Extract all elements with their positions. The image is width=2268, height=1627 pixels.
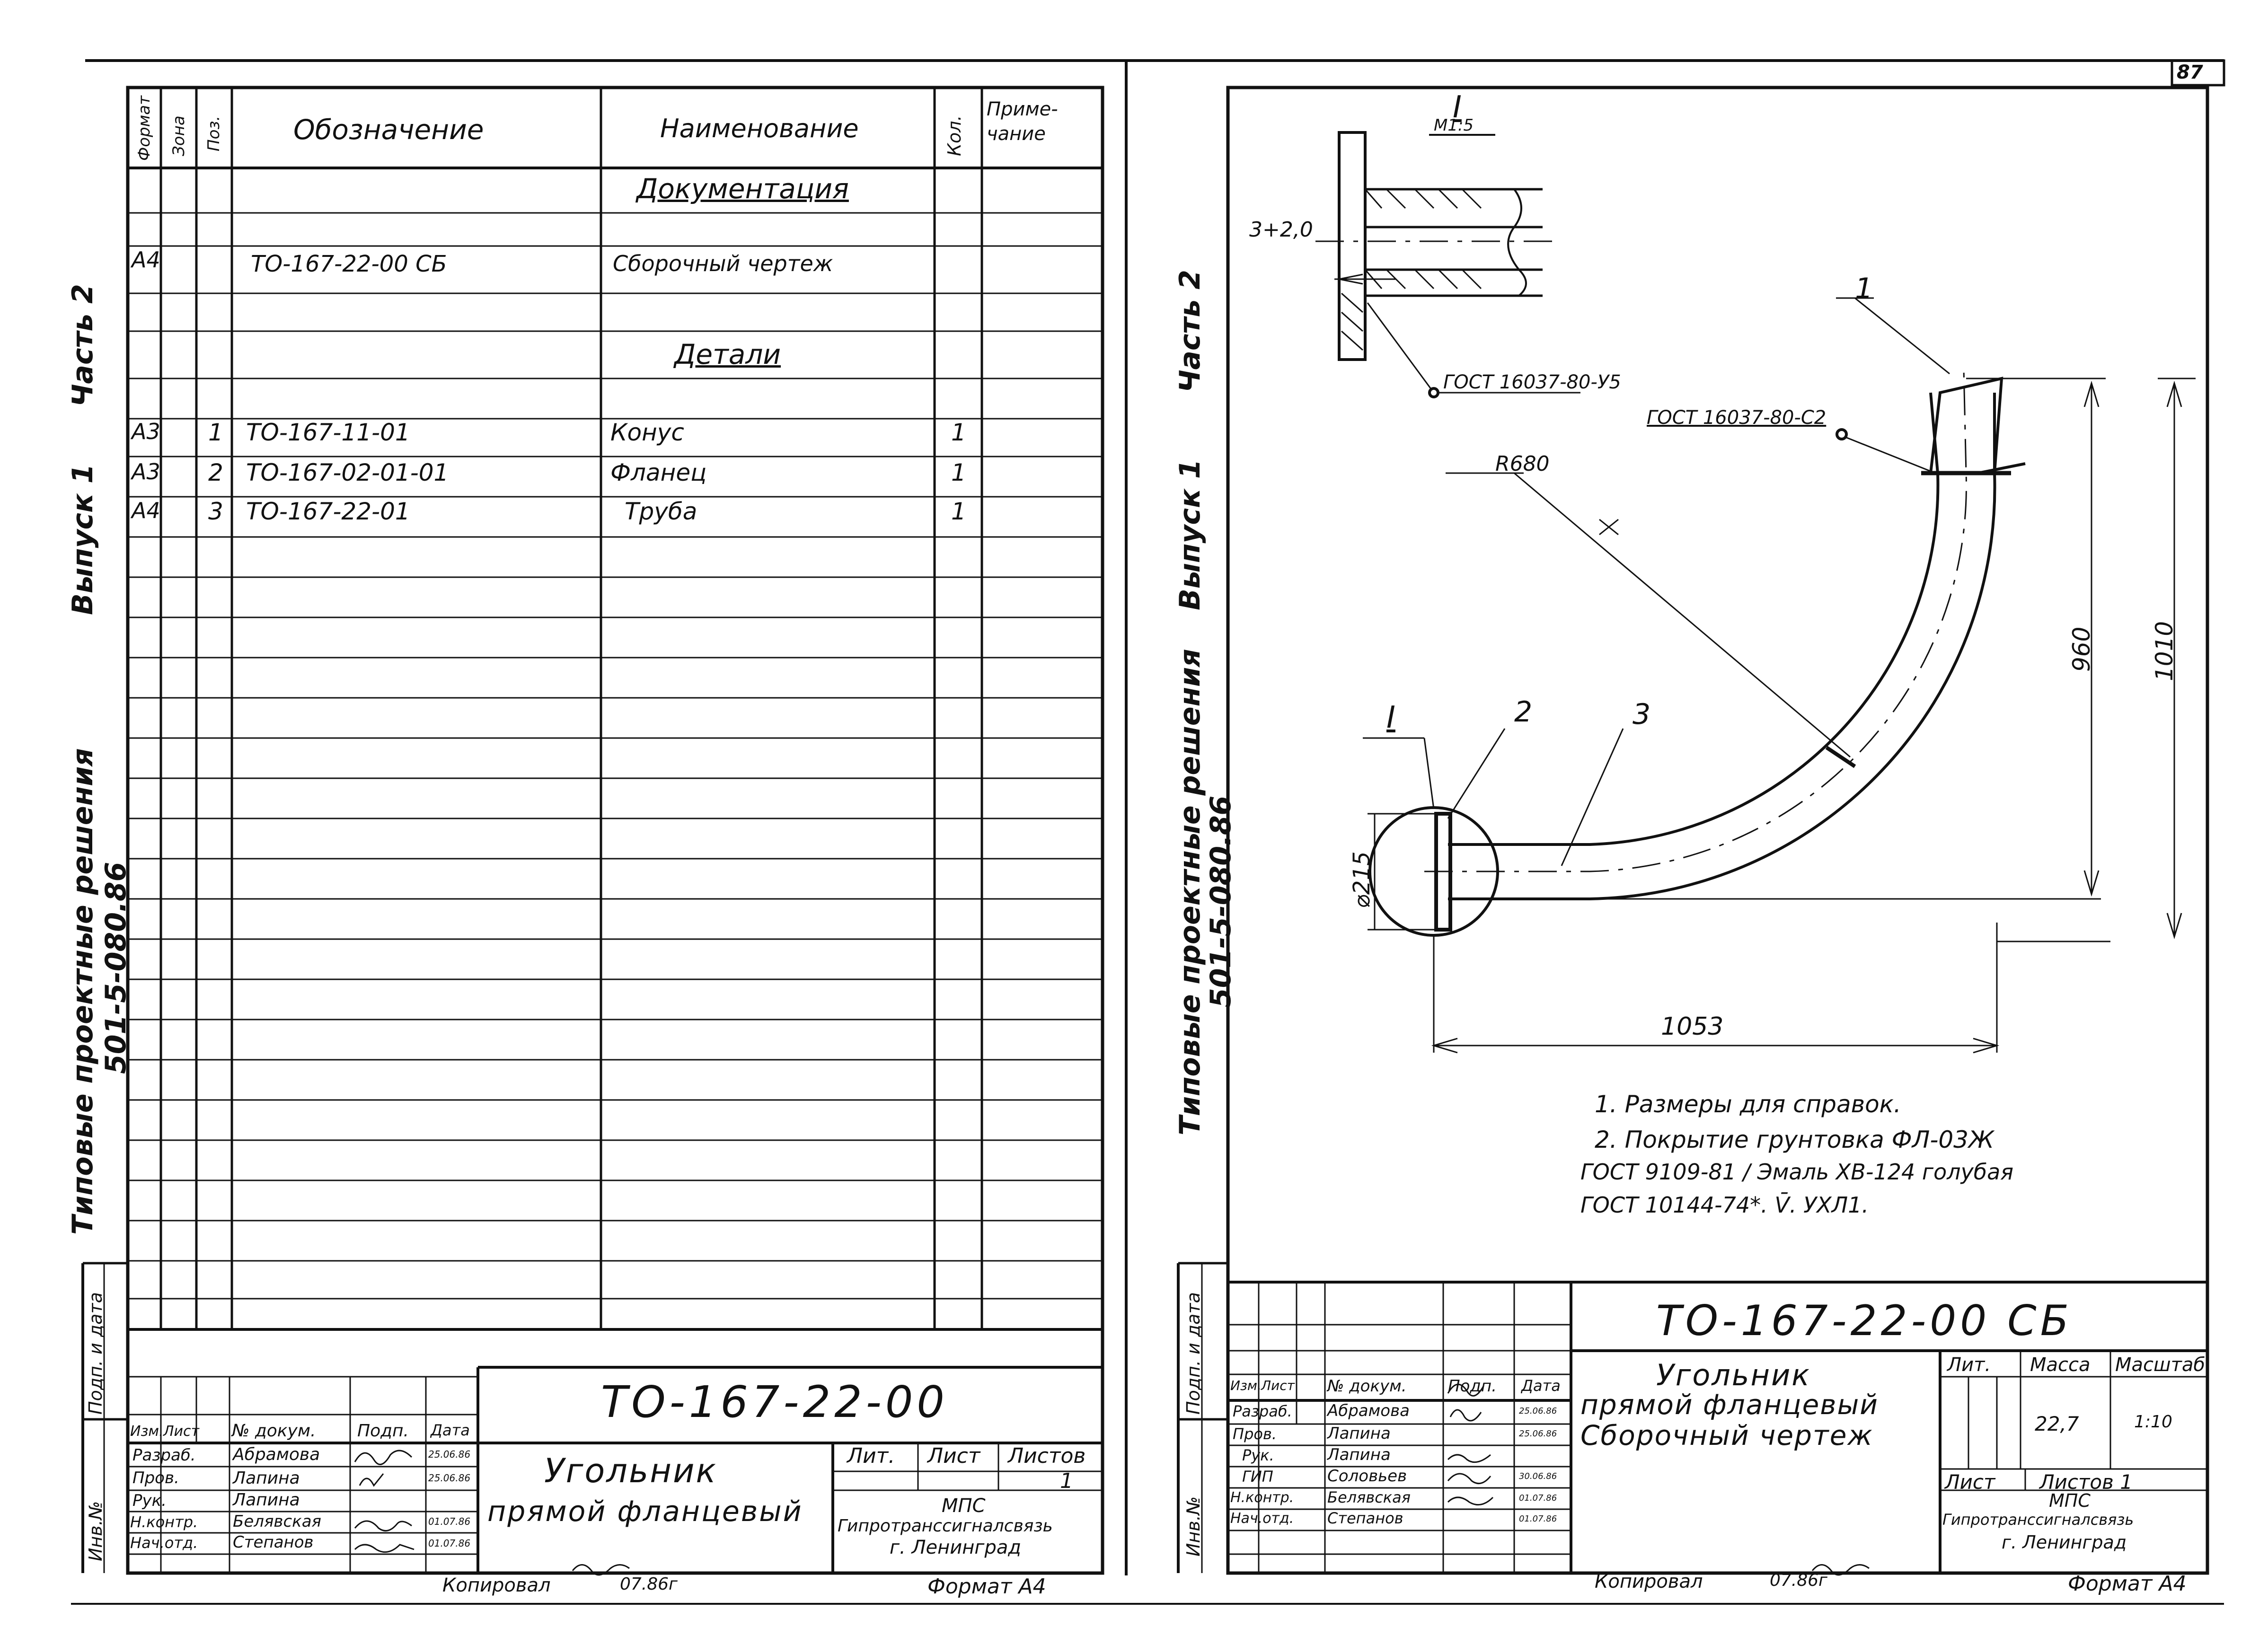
view-marker-label: I (1386, 700, 1395, 735)
header-format: Формат (135, 96, 154, 161)
right-title-name1: Угольник (1656, 1358, 1811, 1392)
sign-header-doc: № докум. (1327, 1377, 1407, 1396)
sign-date: 25.06.86 (1519, 1429, 1557, 1439)
sign-role: Нач.отд. (1230, 1510, 1294, 1527)
sign-person: Лапина (1327, 1424, 1391, 1443)
detail-name: Фланец (610, 459, 707, 486)
right-mass-label: Масса (2030, 1354, 2091, 1376)
sign-role: Н.контр. (130, 1513, 198, 1531)
header-zone: Зона (169, 115, 188, 156)
sign-role: Разраб. (132, 1446, 196, 1465)
sign-header-date: Дата (1521, 1377, 1561, 1395)
right-mass-value: 22,7 (2035, 1412, 2079, 1435)
right-title-code: ТО-167-22-00 СБ (1656, 1296, 2073, 1345)
detail-view-scale: М1:5 (1434, 116, 1474, 135)
position-label-1: 1 (1855, 272, 1873, 305)
right-format: Формат А4 (2068, 1572, 2187, 1596)
sign-role: Н.контр. (1230, 1489, 1294, 1506)
sign-header-list: Лист (1261, 1378, 1295, 1393)
header-designation: Обозначение (293, 114, 484, 146)
left-side-inv: Инв.№ (85, 1501, 106, 1561)
sign-role: Рук. (1242, 1446, 1274, 1464)
doc-row-designation: ТО-167-22-00 СБ (251, 251, 447, 277)
sign-header-date: Дата (431, 1421, 470, 1439)
detail-pos: 2 (208, 459, 223, 486)
right-series-code: 501-5-080.86 (1204, 795, 1237, 1008)
right-scale-value: 1:10 (2134, 1412, 2172, 1432)
sign-person: Степанов (1327, 1509, 1403, 1527)
sign-person: Лапина (233, 1490, 300, 1510)
detail-tolerance: 3+2,0 (1249, 218, 1313, 242)
right-lit-label: Лит. (1947, 1354, 1991, 1376)
sign-person: Белявская (233, 1512, 321, 1531)
left-side-sign-date: Подп. и дата (85, 1292, 106, 1415)
left-part: Часть 2 (66, 284, 99, 407)
left-title-name2: прямой фланцевый (487, 1495, 803, 1528)
sign-header-list: Лист (163, 1423, 200, 1440)
weld-label-2: ГОСТ 16037-80-С2 (1647, 407, 1827, 429)
sign-date: 01.07.86 (1519, 1493, 1557, 1503)
detail-pos: 3 (208, 498, 223, 525)
sign-role: ГИП (1242, 1468, 1273, 1486)
doc-row-name: Сборочный чертеж (613, 251, 833, 276)
sign-date: 30.06.86 (1519, 1471, 1557, 1481)
detail-view-label: I (1453, 90, 1462, 125)
detail-designation: ТО-167-11-01 (246, 419, 410, 446)
left-title-code: ТО-167-22-00 (601, 1377, 948, 1427)
left-lit-label: Лит. (847, 1444, 895, 1468)
right-side-sign-date: Подп. и дата (1183, 1292, 1204, 1415)
detail-qty: 1 (951, 419, 966, 446)
section-documentation: Документация (636, 173, 849, 205)
sign-date: 25.06.86 (428, 1449, 471, 1460)
header-note: Приме-чание (987, 98, 1058, 145)
right-part: Часть 2 (1174, 270, 1207, 393)
right-copied-date: 07.86г (1770, 1571, 1827, 1590)
detail-format: А3 (132, 459, 160, 484)
left-title-name1: Угольник (544, 1451, 717, 1490)
detail-format: А3 (132, 419, 160, 444)
left-org-2: Гипротрансcигналсвязь (838, 1516, 1053, 1536)
right-title-name2: прямой фланцевый (1580, 1389, 1879, 1421)
detail-qty: 1 (951, 498, 966, 525)
sign-role: Разраб. (1233, 1402, 1292, 1420)
page-number: 87 (2177, 62, 2203, 83)
sign-role: Рук. (132, 1491, 167, 1510)
left-sheet-label: Лист (927, 1444, 980, 1468)
left-series-text: Типовые проектные решения (66, 748, 99, 1235)
sign-date: 01.07.86 (428, 1516, 471, 1527)
right-series-title: Типовые проектные решения (1174, 649, 1207, 1135)
note-3: ГОСТ 9109-81 / Эмаль ХВ-124 голубая (1580, 1159, 2014, 1185)
right-sheets-label: Листов 1 (2039, 1470, 2133, 1494)
detail-pos: 1 (208, 419, 223, 446)
right-sheet-label: Лист (1945, 1470, 1995, 1494)
sign-date: 25.06.86 (1519, 1406, 1557, 1416)
detail-name: Конус (610, 419, 684, 446)
left-sheets-label: Листов (1008, 1444, 1086, 1468)
left-format: Формат А4 (927, 1574, 1046, 1599)
right-scale-label: Масштаб (2115, 1354, 2206, 1376)
dim-960: 960 (2068, 626, 2095, 672)
sign-person: Абрамова (233, 1445, 320, 1464)
note-4: ГОСТ 10144-74*. V̄. УХЛ1. (1580, 1192, 1869, 1218)
section-details: Детали (674, 338, 781, 370)
right-org-2: Гипротрансcигналсвязь (1942, 1511, 2134, 1529)
sign-role: Нач.отд. (130, 1534, 198, 1552)
sign-header-sign: Подп. (1448, 1377, 1497, 1396)
right-title-name3: Сборочный чертеж (1580, 1419, 1873, 1451)
sign-date: 01.07.86 (428, 1538, 471, 1549)
weld-label-1: ГОСТ 16037-80-У5 (1443, 371, 1621, 393)
header-pos: Поз. (204, 115, 223, 151)
right-side-inv: Инв.№ (1183, 1496, 1204, 1557)
doc-row-format: А4 (132, 247, 160, 273)
left-series-code: 501-5-080.86 (99, 862, 132, 1074)
sign-person: Соловьев (1327, 1467, 1407, 1486)
left-sheets-value: 1 (1060, 1469, 1073, 1493)
sign-header-doc: № докум. (232, 1421, 316, 1441)
right-org-1: МПС (2049, 1490, 2091, 1511)
sign-person: Лапина (233, 1469, 300, 1488)
note-2: 2. Покрытие грунтовка ФЛ-03Ж (1595, 1126, 1994, 1153)
right-issue: Выпуск 1 (1174, 459, 1207, 610)
left-copied-date: 07.86г (620, 1574, 678, 1594)
left-issue: Выпуск 1 (66, 464, 99, 615)
left-copied: Копировал (442, 1574, 551, 1596)
detail-designation: ТО-167-02-01-01 (246, 459, 449, 486)
detail-format: А4 (132, 498, 160, 523)
right-org-3: г. Ленинград (2002, 1532, 2127, 1553)
header-name: Наименование (660, 114, 859, 143)
sign-header-sign: Подп. (357, 1421, 409, 1441)
left-org-1: МПС (942, 1495, 986, 1517)
sign-date: 01.07.86 (1519, 1514, 1557, 1524)
sign-role: Пров. (1233, 1425, 1277, 1443)
sign-person: Лапина (1327, 1445, 1391, 1464)
dim-diameter: ⌀215 (1349, 851, 1375, 908)
detail-name: Труба (625, 498, 697, 525)
dim-1010: 1010 (2151, 621, 2178, 681)
sign-header-izm: Изм. (1230, 1378, 1262, 1393)
note-1: 1. Размеры для справок. (1595, 1091, 1901, 1118)
sign-person: Степанов (233, 1533, 314, 1552)
sign-person: Абрамова (1327, 1401, 1410, 1420)
left-org-3: г. Ленинград (890, 1537, 1022, 1558)
position-label-3: 3 (1633, 698, 1651, 731)
sign-person: Белявская (1327, 1488, 1411, 1506)
sign-date: 25.06.86 (428, 1472, 471, 1484)
sign-header-izm: Изм. (130, 1423, 164, 1440)
position-label-2: 2 (1514, 695, 1533, 729)
detail-qty: 1 (951, 459, 966, 486)
header-qty: Кол. (944, 115, 965, 156)
right-copied: Копировал (1595, 1571, 1703, 1592)
detail-designation: ТО-167-22-01 (246, 498, 410, 525)
radius-label: R680 (1495, 452, 1550, 476)
sign-role: Пров. (132, 1469, 179, 1487)
dim-1053: 1053 (1661, 1012, 1724, 1041)
